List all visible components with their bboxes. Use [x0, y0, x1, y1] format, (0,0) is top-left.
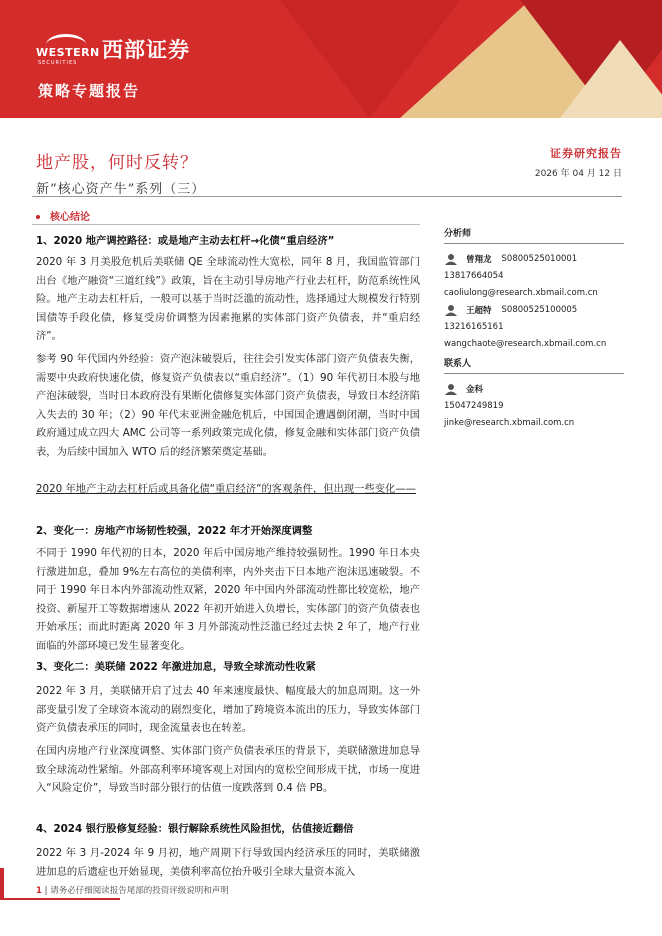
report-label: 证券研究报告 — [550, 147, 622, 160]
paragraph: 2020 年地产主动去杠杆后或具备化债“重启经济”的客观条件，但出现一些变化—— — [36, 483, 416, 495]
report-date: 2026 年 04 月 12 日 — [534, 169, 622, 179]
page-number: 1 — [36, 886, 42, 896]
banner-shape — [560, 40, 662, 118]
analyst-email-row[interactable]: wangchaote@research.xbmail.com.cn — [444, 338, 607, 349]
analyst-email-row[interactable]: caoliulong@research.xbmail.com.cn — [444, 287, 598, 298]
analyst-row: 曾翔龙 S0800525010001 — [444, 250, 624, 267]
analyst-sidebar — [444, 226, 624, 431]
contact-email-row[interactable]: jinke@research.xbmail.com.cn — [444, 417, 575, 428]
person-icon — [444, 304, 460, 316]
section-heading: 2、变化一：房地产市场韧性较强，2022 年才开始深度调整 — [36, 525, 313, 537]
analysts-label: 分析师 — [444, 226, 624, 244]
disclaimer-text: 请务必仔细阅读报告尾部的投资评级说明和声明 — [50, 886, 229, 896]
analyst-row: 王超特 S0800525100005 — [444, 301, 624, 318]
logo-mark-icon: WESTERN SECURITIES — [36, 34, 98, 64]
company-logo — [36, 34, 190, 64]
footer-accent — [0, 868, 4, 900]
contact-row: 金科 — [444, 380, 624, 397]
report-subtitle: 新“核心资产牛”系列（三） — [36, 182, 206, 197]
analyst-phone-row: 13817664054 — [444, 270, 504, 281]
paragraph: 2022 年 3 月-2024 年 9 月初，地产周期下行导致国内经济承压的同时，美联储激进加息的后遗症也开始显现，美债利率高位抬升吸引全球大量资本流入 — [36, 847, 420, 878]
title-divider — [32, 196, 622, 197]
person-icon — [444, 383, 460, 395]
contacts-label: 联系人 — [444, 356, 624, 374]
core-conclusion-heading: 核心结论 — [36, 208, 90, 223]
report-title: 地产股，何时反转？ — [36, 153, 198, 173]
section-heading: 4、2024 银行股修复经验：银行解除系统性风险担忧，估值接近翻倍 — [36, 823, 354, 835]
section-heading: 3、变化二：美联储 2022 年激进加息，导致全球流动性收紧 — [36, 661, 316, 673]
paragraph: 参考 90 年代国内外经验：资产泡沫破裂后，往往会引发实体部门资产负债表失衡，需要中央政府快速化债，修复资产负债表以“重启经济”。（1）90 年代初日本股与地产泡沫破裂，当时日本政府没有果断化债修复实体部门资产负债表，导致日本经济陷入失去的 30 年；（2）90 年代末亚洲金融危机后，中国国企遭遇倒闭潮，当时中国政府通过成立四大 AMC 公司等一系列政策完成化债，修复金融和实体部门资产负债表，为后续中国加入 WTO 后的经济繁荣奠定基础。 — [36, 353, 420, 458]
paragraph: 在国内房地产行业深度调整、实体部门资产负债表承压的背景下，美联储激进加息导致全球流动性紧缩。外部高利率环境客观上对国内的宽松空间形成干扰，市场一度进入“风险定价”，导致当时部分银行的估值一度跌落到 0.4 倍 PB。 — [36, 745, 420, 795]
paragraph: 2022 年 3 月，美联储开启了过去 40 年来速度最快、幅度最大的加息周期。这一外部变量引发了全球资本流动的剧烈变化，增加了跨境资本流出的压力，导致实体部门资产负债表承压的同时，现金流量表也在转差。 — [36, 685, 420, 735]
analyst-phone-row: 13216165161 — [444, 321, 504, 332]
person-icon — [444, 253, 460, 265]
paragraph: 不同于 1990 年代初的日本，2020 年后中国房地产维持较强韧性。1990 年日本央行激进加息，叠加 9%左右高位的美债利率，内外夹击下日本地产泡沫迅速破裂。不同于 1990 年日本内外部流动性双紧，2020 年中国内外部流动性都比较宽松，地产投资、新屋开工等数据增速从 2022 年初开始进入负增长，实体部门的资产负债表也开始承压；而此时距离 2020 年 3 月外部流动性泛滥已经过去快 2 年了，地产行业面临的外部环境已发生显著变化。 — [36, 547, 420, 652]
report-header-banner — [0, 0, 662, 118]
bullet-icon — [36, 215, 40, 219]
footer-accent-bar — [0, 898, 120, 900]
section-heading: 1、2020 地产调控路径：或是地产主动去杠杆→化债“重启经济” — [36, 235, 335, 247]
contact-phone-row: 15047249819 — [444, 400, 504, 411]
company-name: 西部证券 — [102, 38, 190, 62]
paragraph: 2020 年 3 月美股危机后美联储 QE 全球流动性大宽松，同年 8 月，我国监管部门出台《地产融资“三道红线”》政策，旨在主动引导房地产行业去杠杆，防范系统性风险。地产主动去杠杆后，一般可以基于当时泛滥的流动性，选择通过大规模发行特别国债等手段化债，修复受房价调整为因素拖累的实体部门资产负债表，并“重启经济”。 — [36, 256, 420, 343]
report-category: 策略专题报告 — [38, 82, 141, 100]
page-footer: 1 | 请务必仔细阅读报告尾部的投资评级说明和声明 — [36, 886, 229, 896]
section-divider — [32, 224, 420, 225]
